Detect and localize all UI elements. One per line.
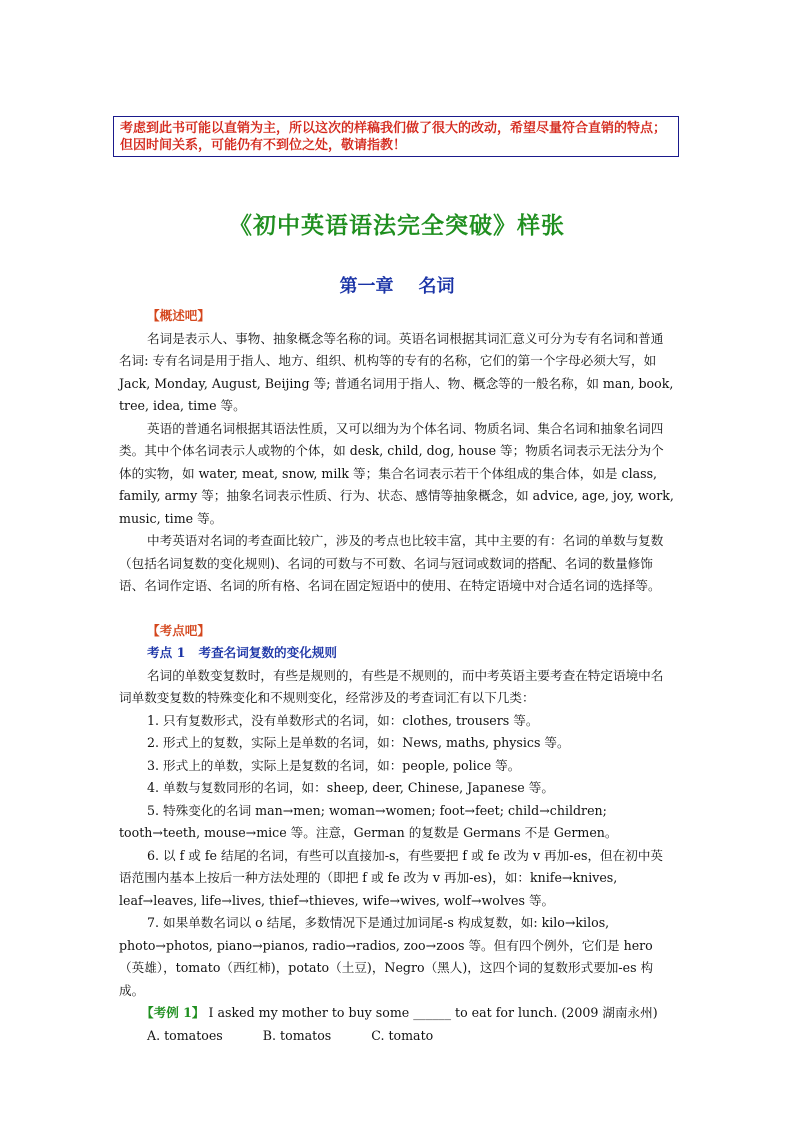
rule-item: 1. 只有复数形式，没有单数形式的名词，如：clothes, trousers 等。 xyxy=(147,712,539,728)
book-title: 《初中英语语法完全突破》样张 xyxy=(229,212,565,239)
rule-item: 6. 以 f 或 fe 结尾的名词，有些可以直接加-s，有些要把 f 或 fe 改为 v 再加-es，但在初中英语范围内基本上按后一种方法处理的（即把 f 或 fe 改为 v 再加-es)，如：knife→knives, leaf→leaves, life→lives, thief→thieves, wife→wives, wolf→wolves 等。 xyxy=(119,847,664,908)
overview-paragraph: 名词是表示人、事物、抽象概念等名称的词。英语名词根据其词汇意义可分为专有名词和普通名词: 专有名词是用于指人、地方、组织、机构等的专有的名称，它们的第一个字母必须大写，如 Jack, Monday, August, Beijing 等; 普通名词用于指人、物、概念等的一般名称，如 man, book, tree, idea, time 等。 xyxy=(119,330,674,413)
rule-item: 2. 形式上的复数，实际上是单数的名词，如：News, maths, physics 等。 xyxy=(147,735,570,750)
editor-notice-text: 考虑到此书可能以直销为主，所以这次的样稿我们做了很大的改动，希望尽量符合直销的特点；但因时间关系，可能仍有不到位之处，敬请指教！ xyxy=(120,121,667,153)
keypoint-intro: 名词的单数变复数时，有些是规则的，有些是不规则的，而中考英语主要考查在特定语境中名词单数变复数的特殊变化和不规则变化，经常涉及的考查词汇有以下几类： xyxy=(119,667,664,705)
rule-item: 4. 单数与复数同形的名词，如：sheep, deer, Chinese, Japanese 等。 xyxy=(147,780,554,795)
keypoint-title: 考点 1 考查名词复数的变化规则 xyxy=(147,645,338,660)
example-options: A. tomatoes B. tomatos C. tomato xyxy=(147,1027,434,1043)
keypoints-heading: 【考点吧】 xyxy=(147,622,210,638)
example-tag: 【考例 1】 xyxy=(141,1005,205,1020)
overview-paragraph: 中考英语对名词的考查面比较广，涉及的考点也比较丰富，其中主要的有：名词的单数与复数（包括名词复数的变化规则)、名词的可数与不可数、名词与冠词或数词的搭配、名词的数量修饰语、名词作定语、名词的所有格、名词在固定短语中的使用、在特定语境中对合适名词的选择等。 xyxy=(119,533,664,593)
example-question-text: I asked my mother to buy some ______ to eat for lunch. (2009 湖南永州) xyxy=(204,1005,658,1020)
section-spacer xyxy=(119,598,675,620)
rule-item: 5. 特殊变化的名词 man→men; woman→women; foot→feet; child→children; tooth→teeth, mouse→mice 等。注意，German 的复数是 Germans 不是 Germen。 xyxy=(119,802,618,840)
example-question xyxy=(119,1002,675,1025)
rule-item: 3. 形式上的单数，实际上是复数的名词，如：people, police 等。 xyxy=(147,757,521,773)
rule-item: 7. 如果单数名词以 o 结尾，多数情况下是通过加词尾-s 构成复数，如: kilo→kilos, photo→photos, piano→pianos, radio→radios, zoo→zoos 等。但有四个例外，它们是 hero（英雄），tomato（西红柿)，potato（土豆)，Negro（黑人)，这四个词的复数形式要加-es 构成。 xyxy=(119,915,654,998)
chapter-title: 第一章 名词 xyxy=(339,276,455,297)
document-body xyxy=(119,305,675,1047)
overview-paragraph: 英语的普通名词根据其语法性质，又可以细为为个体名词、物质名词、集合名词和抽象名词四类。其中个体名词表示人或物的个体，如 desk, child, dog, house 等；物质名词表示无法分为个体的实物，如 water, meat, snow, milk 等；集合名词表示若干个体组成的集合体，如是 class, family, army 等；抽象名词表示性质、行为、状态、感情等抽象概念，如 advice, age, joy, work, music, time 等。 xyxy=(119,420,674,526)
editor-notice-box xyxy=(113,116,679,157)
overview-heading: 【概述吧】 xyxy=(147,308,210,323)
